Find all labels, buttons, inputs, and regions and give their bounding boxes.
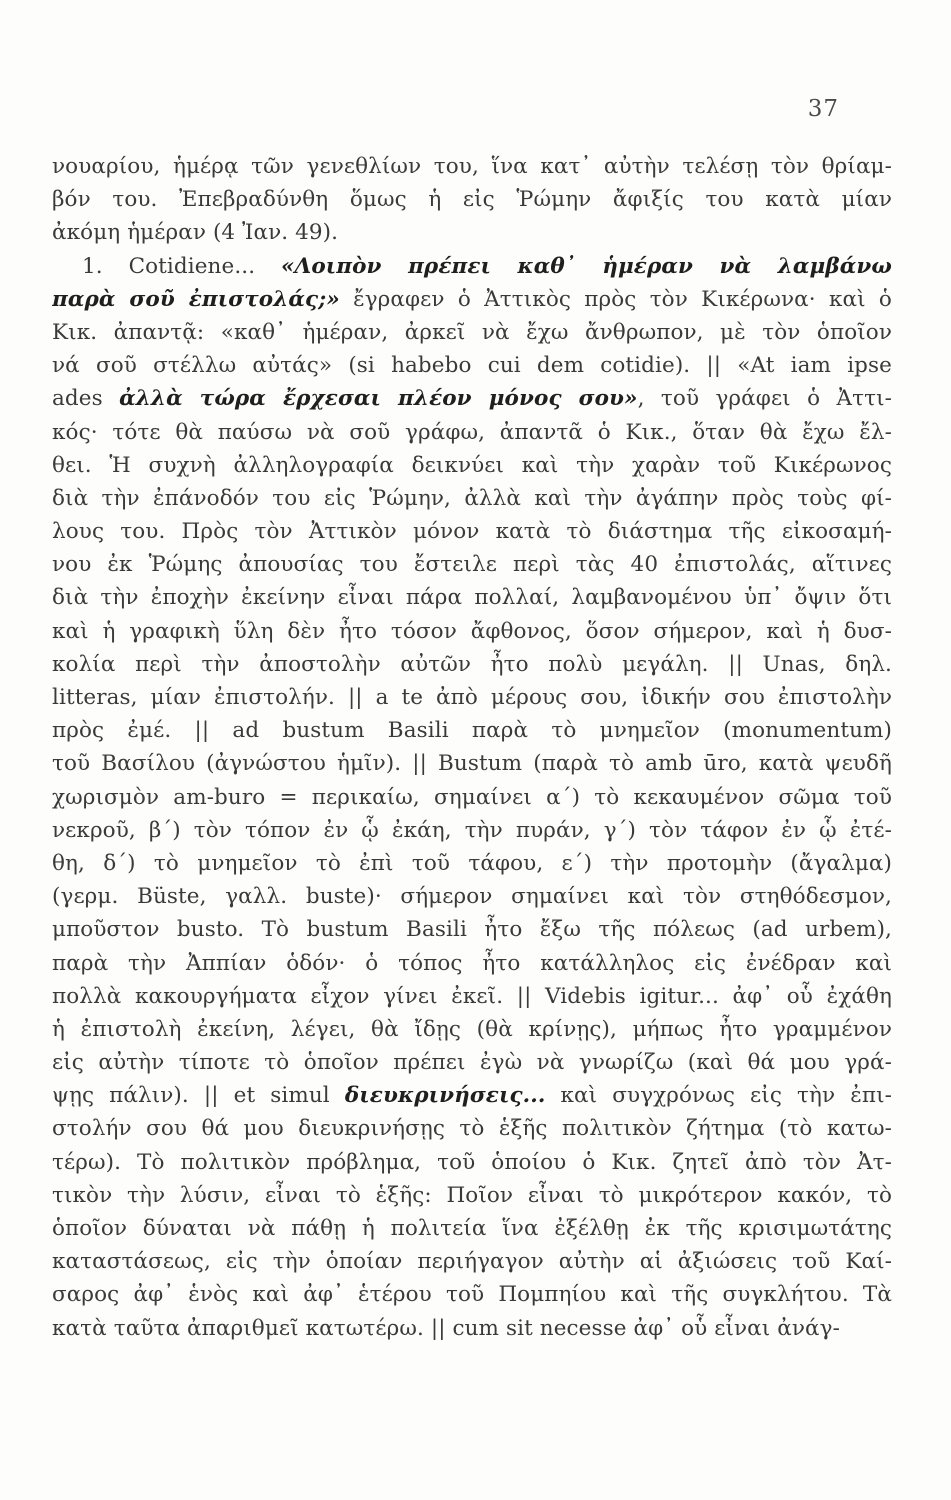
- text-segment: καὶ συγχρόνως εἰς τὴν ἐπι-: [545, 1083, 892, 1109]
- text-segment: Κικ. ἀπαντᾷ: «καθ᾽ ἡμέραν, ἀρκεῖ νὰ ἔχω ἄνθρωπον, μὲ τὸν ὁποῖον: [52, 319, 892, 345]
- text-segment: νά σοῦ στέλλω αὐτάς» (si habebo cui dem cotidie). || «At iam ipse: [52, 353, 892, 379]
- text-segment: διὰ τὴν ἐπάνοδόν του εἰς Ῥώμην, ἀλλὰ καὶ τὴν ἀγάπην πρὸς τοὺς φί-: [52, 485, 892, 511]
- text-segment: litteras, μίαν ἐπιστολήν. || a te ἀπὸ μέρους σου, ἰδικήν σου ἐπιστολὴν: [52, 685, 892, 710]
- emphasized-phrase: ἀλλὰ τώρα ἔρχεσαι πλέον μόνος σου»: [119, 386, 638, 412]
- emphasized-phrase: παρὰ σοῦ ἐπιστολάς;»: [52, 286, 340, 312]
- text-line: [52, 847, 892, 880]
- text-segment: θει. Ἡ συχνὴ ἀλληλογραφία δεικνύει καὶ τὴν χαρὰν τοῦ Κικέρωνος: [52, 452, 892, 478]
- emphasized-phrase: «Λοιπὸν πρέπει καθ᾽ ἡμέραν νὰ λαμβάνω: [281, 253, 892, 279]
- text-line: [52, 482, 892, 515]
- text-segment: καταστάσεως, εἰς τὴν ὁποίαν περιήγαγον αὐτὴν αἱ ἀξιώσεις τοῦ Καί-: [52, 1249, 892, 1275]
- text-segment: ades: [52, 386, 120, 412]
- text-line: [52, 382, 892, 415]
- text-line: [52, 1079, 892, 1112]
- text-line: [52, 714, 892, 747]
- text-line: [52, 548, 892, 581]
- text-segment: εἰς αὐτὴν τίποτε τὸ ὁποῖον πρέπει ἐγὼ νὰ γνωρίζω (καὶ θά μου γρά-: [52, 1050, 892, 1076]
- text-segment: κός· τότε θὰ παύσω νὰ σοῦ γράφω, ἀπαντᾶ ὁ Κικ., ὅταν θὰ ἔχω ἔλ-: [52, 419, 892, 445]
- text-line: [52, 913, 892, 946]
- text-segment: θη, δ΄) τὸ μνημεῖον τὸ ἐπὶ τοῦ τάφου, ε΄) τὴν προτομὴν (ἄγαλμα): [52, 850, 892, 876]
- text-segment: σαρος ἀφ᾽ ἑνὸς καὶ ἀφ᾽ ἑτέρου τοῦ Πομπηίου καὶ τῆς συγκλήτου. Τὰ: [52, 1282, 892, 1308]
- text-segment: κολία περὶ τὴν ἀποστολὴν αὐτῶν ἦτο πολὺ μεγάλη. || Unas, δηλ.: [52, 651, 892, 677]
- text-segment: τικὸν τὴν λύσιν, εἶναι τὸ ἑξῆς: Ποῖον εἶναι τὸ μικρότερον κακόν, τὸ: [52, 1182, 892, 1208]
- text-line: [52, 449, 892, 482]
- text-line: [52, 781, 892, 814]
- text-line: [52, 349, 892, 382]
- text-line: [52, 1146, 892, 1179]
- text-line: [52, 515, 892, 548]
- text-line: [52, 1179, 892, 1212]
- text-line: [52, 250, 892, 283]
- text-line: [52, 1278, 892, 1311]
- text-line: [52, 880, 892, 913]
- text-line: [52, 1245, 892, 1278]
- text-line: [52, 1112, 892, 1145]
- text-line: [52, 1312, 892, 1345]
- text-line: [52, 316, 892, 349]
- text-segment: στολήν σου θά μου διευκρινήσῃς τὸ ἑξῆς πολιτικὸν ζήτημα (τὸ κατω-: [52, 1116, 892, 1142]
- text-segment: νεκροῦ, β΄) τὸν τόπον ἐν ᾧ ἐκάη, τὴν πυράν, γ΄) τὸν τάφον ἐν ᾧ ἐτέ-: [52, 817, 892, 843]
- text-line: [52, 747, 892, 780]
- text-segment: λους του. Πρὸς τὸν Ἀττικὸν μόνον κατὰ τὸ διάστημα τῆς εἰκοσαμή-: [52, 519, 892, 545]
- text-segment: ἀκόμη ἡμέραν (4 Ἰαν. 49).: [52, 220, 339, 246]
- text-line: [52, 814, 892, 847]
- text-segment: πρὸς ἐμέ. || ad bustum Basili παρὰ τὸ μνημεῖον (monumentum): [52, 718, 892, 744]
- text-segment: νουαρίου, ἡμέρᾳ τῶν γενεθλίων του, ἵνα κατ᾽ αὐτὴν τελέσῃ τὸν θρίαμ-: [52, 154, 892, 179]
- text-line: [52, 216, 892, 249]
- text-line: [52, 1046, 892, 1079]
- text-line: [52, 681, 892, 714]
- text-segment: (γερμ. Büste, γαλλ. buste)· σήμερον σημαίνει καὶ τὸν στηθόδεσμον,: [52, 884, 892, 910]
- text-segment: τέρω). Τὸ πολιτικὸν πρόβλημα, τοῦ ὁποίου ὁ Κικ. ζητεῖ ἀπὸ τὸν Ἀτ-: [52, 1149, 892, 1175]
- page-number: 37: [807, 96, 839, 122]
- text-segment: ψῃς πάλιν). || et simul: [52, 1083, 345, 1109]
- text-line: [52, 615, 892, 648]
- text-segment: ὁποῖον δύναται νὰ πάθῃ ἡ πολιτεία ἵνα ἐξέλθῃ ἐκ τῆς κρισιμωτάτης: [52, 1216, 892, 1241]
- text-segment: κατὰ ταῦτα ἀπαριθμεῖ κατωτέρω. || cum sit necesse ἀφ᾽ οὗ εἶναι ἀνάγ-: [52, 1315, 840, 1341]
- text-segment: καὶ ἡ γραφικὴ ὕλη δὲν ἦτο τόσον ἄφθονος, ὅσον σήμερον, καὶ ἡ δυσ-: [52, 618, 892, 644]
- text-segment: βόν του. Ἐπεβραδύνθη ὅμως ἡ εἰς Ῥώμην ἄφιξίς του κατὰ μίαν: [52, 187, 892, 213]
- text-line: [52, 581, 892, 614]
- text-segment: νου ἐκ Ῥώμης ἀπουσίας του ἔστειλε περὶ τὰς 40 ἐπιστολάς, αἵτινες: [52, 552, 892, 578]
- text-line: [52, 416, 892, 449]
- text-segment: , τοῦ γράφει ὁ Ἀττι-: [637, 386, 892, 412]
- text-line: [52, 947, 892, 980]
- emphasized-phrase: διευκρινήσεις...: [344, 1083, 546, 1109]
- text-line: [52, 283, 892, 316]
- text-segment: μποῦστον busto. Τὸ bustum Basili ἦτο ἔξω τῆς πόλεως (ad urbem),: [52, 917, 892, 943]
- text-line: [52, 1212, 892, 1245]
- text-segment: παρὰ τὴν Ἀππίαν ὁδόν· ὁ τόπος ἦτο κατάλληλος εἰς ἐνέδραν καὶ: [52, 950, 892, 976]
- text-line: [52, 980, 892, 1013]
- text-segment: ἔγραφεν ὁ Ἀττικὸς πρὸς τὸν Κικέρωνα· καὶ ὁ: [339, 286, 892, 312]
- text-line: [52, 150, 892, 183]
- body-text: [52, 150, 892, 1345]
- text-segment: ἡ ἐπιστολὴ ἐκείνη, λέγει, θὰ ἴδῃς (θὰ κρίνῃς), μήπως ἦτο γραμμένον: [52, 1016, 892, 1042]
- text-segment: διὰ τὴν ἐποχὴν ἐκείνην εἶναι πάρα πολλαί, λαμβανομένου ὑπ᾽ ὄψιν ὅτι: [52, 585, 892, 611]
- text-line: [52, 648, 892, 681]
- text-segment: πολλὰ κακουργήματα εἶχον γίνει ἐκεῖ. || Videbis igitur... ἀφ᾽ οὗ ἐχάθη: [52, 983, 892, 1009]
- text-line: [52, 1013, 892, 1046]
- text-segment: τοῦ Βασίλου (ἀγνώστου ἡμῖν). || Bustum (παρὰ τὸ amb ūro, κατὰ ψευδῆ: [52, 751, 892, 777]
- text-segment: χωρισμὸν am-buro = περικαίω, σημαίνει α΄) τὸ κεκαυμένον σῶμα τοῦ: [52, 784, 892, 810]
- text-line: [52, 183, 892, 216]
- text-segment: 1. Cotidiene...: [82, 253, 282, 279]
